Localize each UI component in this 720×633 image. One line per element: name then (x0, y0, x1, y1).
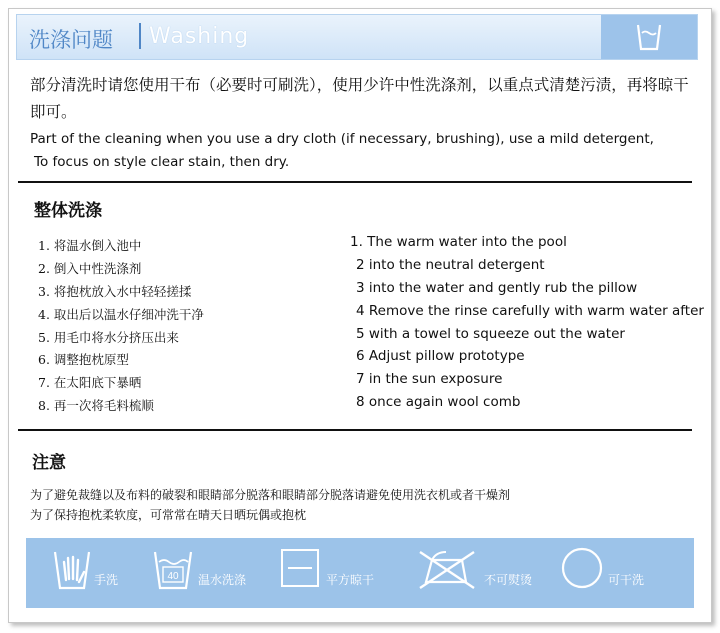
notes-heading: 注意 (32, 453, 66, 473)
banner-icon-box (601, 15, 697, 59)
step-zh-1: 1. 将温水倒入池中 (38, 238, 142, 253)
care-warm-wash-label: 温水洗涤 (198, 573, 247, 587)
banner-title-en: Washing (149, 24, 250, 49)
intro-text-zh: 部分清洗时请您使用干布（必要时可刷洗），使用少许中性洗涤剂，以重点式清楚污渍，再将晾干即可。 (30, 76, 689, 121)
intro-text-en-line2: To focus on style clear stain, then dry. (34, 154, 290, 170)
intro-text-en-line1: Part of the cleaning when you use a dry cloth (if necessary, brushing), use a mild detergent, (30, 131, 654, 147)
step-zh-7: 7. 在太阳底下暴晒 (38, 375, 142, 390)
washing-banner (16, 14, 698, 60)
note-line-2: 为了保持抱枕柔软度，可常常在晴天日晒玩偶或抱枕 (30, 508, 307, 522)
step-en-6: 6 Adjust pillow prototype (356, 348, 525, 364)
steps-heading: 整体洗涤 (34, 201, 102, 221)
no-iron-icon (416, 546, 478, 592)
hand-wash-icon (52, 546, 92, 592)
step-en-4: 4 Remove the rinse carefully with warm water after (356, 303, 704, 319)
divider-top (18, 181, 692, 183)
care-flat-dry (276, 538, 416, 608)
care-symbols-bar (26, 538, 694, 608)
step-en-8: 8 once again wool comb (356, 394, 521, 410)
banner-title-zh: 洗涤问题 (29, 28, 113, 52)
washing-basin-icon (635, 22, 663, 52)
step-zh-5: 5. 用毛巾将水分挤压出来 (38, 330, 179, 345)
banner-separator (139, 23, 141, 49)
flat-dry-icon (280, 546, 320, 590)
step-en-7: 7 in the sun exposure (356, 371, 503, 387)
step-en-1: 1. The warm water into the pool (350, 234, 567, 250)
care-dry-clean-label: 可干洗 (608, 573, 645, 587)
wash-temperature: 40 (167, 571, 179, 582)
step-zh-3: 3. 将抱枕放入水中轻轻搓揉 (38, 284, 192, 299)
care-hand-wash-label: 手洗 (94, 573, 119, 587)
note-line-1: 为了避免裁缝以及布料的破裂和眼睛部分脱落和眼睛部分脱落请避免使用洗衣机或者干燥剂 (30, 488, 511, 502)
care-dry-clean (556, 538, 694, 608)
step-zh-6: 6. 调整抱枕原型 (38, 352, 129, 367)
care-no-iron-label: 不可熨烫 (484, 573, 533, 587)
divider-middle (18, 429, 692, 431)
care-hand-wash (26, 538, 146, 608)
dry-clean-icon (560, 546, 604, 590)
step-zh-2: 2. 倒入中性洗涤剂 (38, 261, 142, 276)
care-flat-dry-label: 平方晾干 (326, 573, 375, 587)
step-en-2: 2 into the neutral detergent (356, 257, 545, 273)
step-zh-4: 4. 取出后以温水仔细冲洗干净 (38, 307, 204, 322)
step-en-3: 3 into the water and gently rub the pillow (356, 280, 638, 296)
care-warm-wash (146, 538, 276, 608)
wash-40-icon (152, 546, 194, 592)
step-en-5: 5 with a towel to squeeze out the water (356, 326, 625, 342)
step-zh-8: 8. 再一次将毛料梳顺 (38, 398, 154, 413)
care-no-iron (416, 538, 556, 608)
